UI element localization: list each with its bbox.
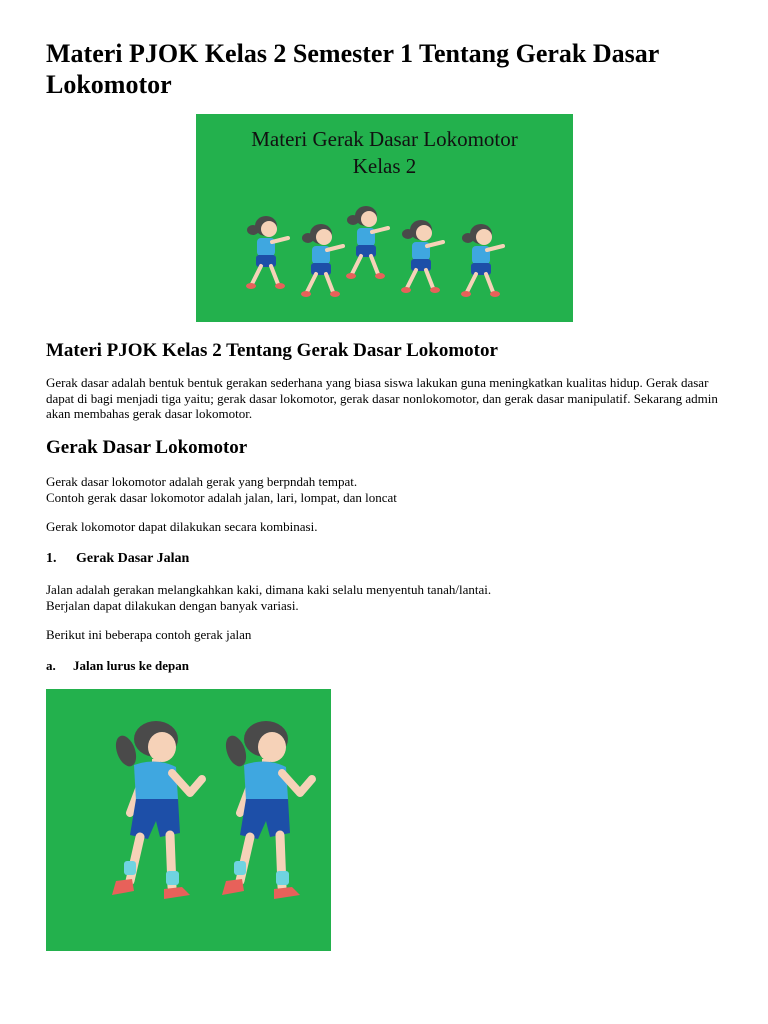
page-title: Materi PJOK Kelas 2 Semester 1 Tentang Gerak Dasar Lokomotor: [46, 39, 659, 99]
item-letter: a.: [46, 658, 56, 673]
lokomotor-definition-line1: Gerak dasar lokomotor adalah gerak yang berpndah tempat.: [46, 474, 358, 489]
jalan-definition-line2: Berjalan dapat dilakukan dengan banyak variasi.: [46, 597, 299, 613]
banner-image: [196, 114, 573, 322]
section-heading-lokomotor: Gerak Dasar Lokomotor: [46, 437, 248, 458]
jalan-definition-line1: Jalan adalah gerakan melangkahkan kaki, dimana kaki selalu menyentuh tanah/lantai.: [46, 582, 492, 597]
subsection-title: Gerak Dasar Jalan: [76, 551, 190, 566]
subsection-number: 1.: [46, 551, 57, 566]
section-heading-materi: Materi PJOK Kelas 2 Tentang Gerak Dasar Lokomotor: [46, 340, 498, 361]
intro-paragraph: Gerak dasar adalah bentuk bentuk gerakan sederhana yang biasa siswa lakukan guna meningkatkan kualitas hidup. Gerak dasar dapat di bagi menjadi tiga yaitu; gerak dasar lokomotor, gerak dasar nonlokomotor, dan gerak dasar manipulatif. Sekarang admin akan membahas gerak dasar lokomotor.: [46, 375, 718, 421]
item-title: Jalan lurus ke depan: [73, 658, 189, 673]
two-girls-walking-drawing: [46, 689, 331, 951]
banner-title-line2: Kelas 2: [352, 154, 417, 178]
lokomotor-combination-text: Gerak lokomotor dapat dilakukan secara kombinasi.: [46, 519, 318, 534]
children-jumping-illustration: [196, 114, 573, 322]
lokomotor-definition-line2: Contoh gerak dasar lokomotor adalah jalan, lari, lompat, dan loncat: [46, 489, 397, 505]
jalan-examples-intro: Berikut ini beberapa contoh gerak jalan: [46, 627, 252, 642]
walking-illustration: [46, 689, 331, 951]
item-heading-jalan-lurus: [46, 658, 189, 673]
banner-title-line1: Materi Gerak Dasar Lokomotor: [251, 127, 518, 151]
subsection-heading-jalan: [46, 550, 189, 567]
